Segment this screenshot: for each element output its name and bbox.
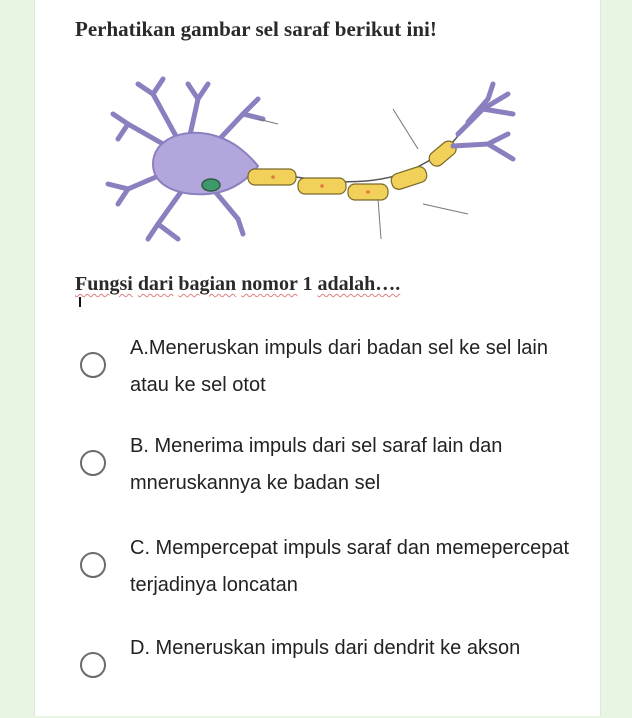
question-card	[34, 0, 601, 716]
myelin-sheath	[248, 138, 459, 200]
prompt-word: 1	[302, 273, 313, 295]
nucleus	[202, 179, 220, 191]
question-prompt	[75, 273, 400, 296]
radio-button-icon[interactable]	[80, 352, 106, 378]
option-d[interactable]	[75, 630, 585, 718]
option-label: A.Meneruskan impuls dari badan sel ke sel lain atau ke sel otot	[130, 337, 548, 396]
option-a[interactable]	[75, 330, 585, 418]
prompt-word: bagian	[178, 273, 237, 295]
option-label: B. Menerima impuls dari sel saraf lain dan mneruskannya ke badan sel	[130, 435, 503, 494]
prompt-word: nomor	[241, 273, 298, 295]
radio-button-icon[interactable]	[80, 450, 106, 476]
text-cursor	[79, 297, 81, 307]
question-title: Perhatikan gambar sel saraf berikut ini!	[75, 17, 437, 41]
prompt-word: adalah….	[317, 273, 401, 295]
axon-terminals	[453, 84, 513, 159]
option-c[interactable]	[75, 530, 585, 618]
option-label: C. Mempercepat impuls saraf dan memepercepat terjadinya loncatan	[130, 537, 570, 596]
radio-button-icon[interactable]	[80, 652, 106, 678]
radio-button-icon[interactable]	[80, 552, 106, 578]
prompt-word: Fungsi	[75, 273, 133, 295]
neuron-diagram	[93, 54, 541, 254]
option-b[interactable]	[75, 428, 585, 516]
option-label: D. Meneruskan impuls dari dendrit ke akson	[130, 637, 521, 659]
prompt-word: dari	[137, 273, 174, 295]
